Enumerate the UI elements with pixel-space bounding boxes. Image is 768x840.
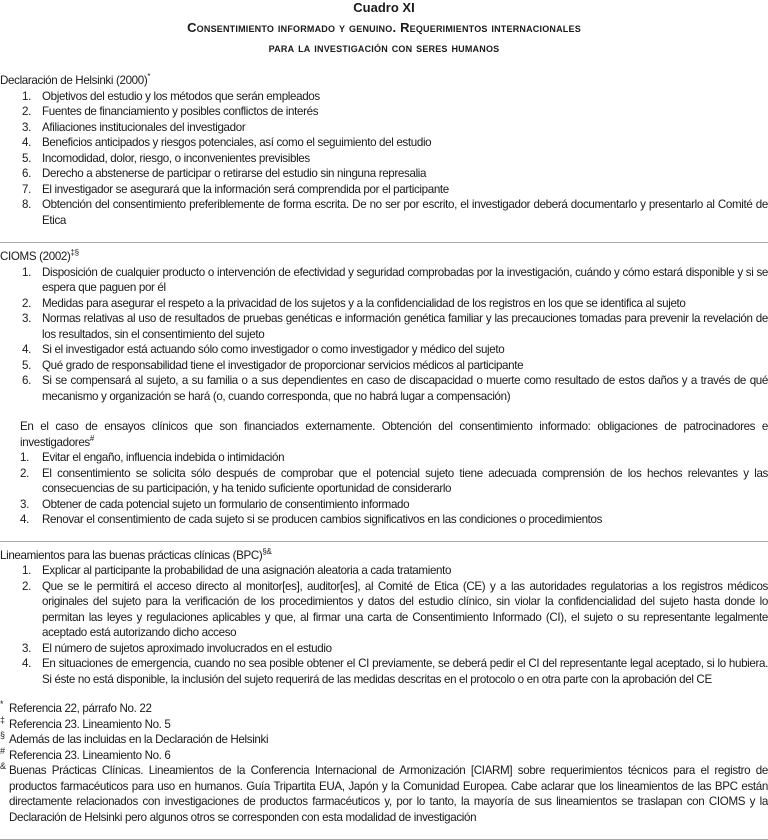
- list-item: [0, 120, 768, 136]
- item-text: Normas relativas al uso de resultados de pruebas genéticas e información genética familiar y las precauciones tomadas para prevenir la revelación de los resultados, sin el consentimiento del sujeto: [42, 312, 768, 341]
- footnote-text: Referencia 23. Lineamiento No. 6: [9, 748, 171, 762]
- item-number: 3.: [22, 641, 31, 655]
- item-text: Renovar el consentimiento de cada sujeto si se producen cambios significativos en las condiciones o procedimientos: [42, 513, 603, 526]
- item-number: 4.: [22, 657, 31, 670]
- list-item: [0, 296, 768, 312]
- item-number: 3.: [22, 120, 31, 134]
- list-item: [0, 641, 768, 657]
- item-number: 2.: [20, 466, 29, 480]
- section-heading-text: Declaración de Helsinki (2000): [0, 74, 148, 87]
- list-item: [0, 466, 768, 497]
- item-text: Beneficios anticipados y riesgos potenciales, así como el seguimiento del estudio: [42, 136, 432, 149]
- section-heading-text: CIOMS (2002): [0, 250, 71, 263]
- list-item: [0, 373, 768, 404]
- item-number: 2.: [22, 296, 31, 310]
- list-item: [0, 656, 768, 687]
- list-item: [0, 182, 768, 198]
- item-text: Obtener de cada potencial sujeto un formulario de consentimiento informado: [42, 497, 410, 511]
- footnote-text: Referencia 23. Lineamiento No. 5: [9, 717, 171, 731]
- item-text: Que se le permitirá el acceso directo al monitor[es], auditor[es], al Comité de Etica (CE) y a las autoridades regulatorias a los registros médicos originales del sujeto para la verificación de los procedimientos y datos del estudio clínico, sin violar la confidencialidad del sujeto hasta donde lo permitan las leyes y regulaciones aplicables y que, al firmar una carta de Consentimiento Informado (CI), el sujeto o su representante legalmente aceptado está autorizando dicho acceso: [42, 579, 768, 639]
- numbered-list: [0, 89, 768, 229]
- item-text: Incomodidad, dolor, riesgo, o inconvenientes previsibles: [42, 151, 310, 165]
- item-text: Derecho a abstenerse de participar o retirarse del estudio sin ninguna represalia: [42, 167, 427, 180]
- item-number: 8.: [22, 198, 31, 211]
- item-number: 3.: [20, 497, 29, 511]
- item-text: Si se compensará al sujeto, a su familia o a sus dependientes en caso de discapacidad o muerte como resultado de estos daños y a través de qué mecanismo y organización se hará (o, cuando corresponda, que no habrá lugar a compensación): [42, 374, 768, 403]
- item-text: Explicar al participante la probabilidad de una asignación aleatoria a cada tratamiento: [42, 564, 452, 577]
- list-item: [0, 104, 768, 120]
- footnote-ref: *: [147, 72, 151, 81]
- table-title: Cuadro XI: [353, 0, 415, 15]
- item-text: Fuentes de financiamiento y posibles conflictos de interés: [42, 105, 319, 118]
- table-subtitle-line1: Consentimiento informado y genuino. Requerimientos internacionales: [187, 20, 581, 35]
- footnote: [0, 745, 768, 764]
- numbered-list: [0, 450, 768, 528]
- footnote-ref: #: [89, 433, 94, 443]
- item-number: 4.: [20, 513, 29, 526]
- subsection-note: [0, 419, 768, 450]
- item-number: 1.: [22, 89, 31, 103]
- item-number: 6.: [22, 374, 31, 387]
- footnote-ref: ‡§: [70, 248, 79, 257]
- item-number: 5.: [22, 151, 31, 165]
- section: [0, 243, 768, 528]
- table-subtitle-line2: para la investigación con seres humanos: [268, 40, 500, 55]
- footnote: [0, 732, 768, 748]
- item-text: Qué grado de responsabilidad tiene el investigador de proporcionar servicios médicos al participante: [42, 358, 524, 372]
- list-item: [0, 450, 768, 466]
- item-number: 7.: [22, 182, 31, 196]
- footnote: [0, 701, 768, 717]
- item-number: 2.: [22, 105, 31, 118]
- item-text: El número de sujetos aproximado involucrados en el estudio: [42, 641, 332, 655]
- item-text: Si el investigador está actuando sólo como investigador o como investigador y médico del sujeto: [42, 343, 505, 356]
- list-item: [0, 197, 768, 228]
- item-text: Disposición de cualquier producto o intervención de efectividad y seguridad comprobadas por la investigación, cuándo y cómo estará disponible y si se espera que paguen por él: [42, 265, 768, 294]
- footnote-text: Además de las incluidas en la Declaración de Helsinki: [9, 733, 269, 746]
- footnote-mark: ‡: [0, 714, 5, 725]
- sections: [0, 65, 768, 687]
- item-text: Medidas para asegurar el respeto a la privacidad de los sujetos y a la confidencialidad de los registros en los que se identifica al sujeto: [42, 296, 686, 310]
- list-item: [0, 342, 768, 358]
- footnote-mark: #: [0, 745, 5, 756]
- subsection-note-text: En el caso de ensayos clínicos que son financiados externamente. Obtención del consentimiento informado: obligaciones de patrocinadores e investigadores: [20, 420, 768, 449]
- section: [0, 65, 768, 228]
- numbered-list: [0, 563, 768, 687]
- list-item: [0, 358, 768, 374]
- list-item: [0, 135, 768, 151]
- item-number: 2.: [22, 579, 31, 593]
- footnote-mark: &: [0, 761, 6, 771]
- footnotes: [0, 701, 768, 825]
- item-number: 1.: [22, 265, 31, 279]
- item-text: Evitar el engaño, influencia indebida o intimidación: [42, 451, 285, 464]
- section-heading: [0, 73, 768, 89]
- list-item: [0, 89, 768, 105]
- item-text: El consentimiento se solicita sólo después de comprobar que el potencial sujeto tiene adecuada comprensión de los hechos relevantes y las consecuencias de su participación, y ha tenido suficiente oportunidad de considerarlo: [42, 466, 768, 495]
- item-number: 1.: [20, 451, 29, 464]
- footnote: [0, 714, 768, 733]
- list-item: [0, 497, 768, 513]
- item-number: 4.: [22, 343, 31, 356]
- item-text: Objetivos del estudio y los métodos que serán empleados: [42, 89, 320, 103]
- item-number: 3.: [22, 312, 31, 325]
- list-item: [0, 265, 768, 296]
- item-text: Obtención del consentimiento preferiblemente de forma escrita. De no ser por escrito, el investigador deberá documentarlo y presentarlo al Comité de Etica: [42, 198, 768, 227]
- section-heading-text: Lineamientos para las buenas prácticas clínicas (BPC): [0, 548, 263, 562]
- item-text: En situaciones de emergencia, cuando no sea posible obtener el CI previamente, se deberá pedir el CI del representante legal aceptado, si lo hubiera. Si éste no está disponible, la inclusión del sujeto requerirá de las medidas descritas en el protocolo o en otra parte con la aprobación del CE: [42, 657, 768, 686]
- item-number: 1.: [22, 564, 31, 577]
- list-item: [0, 166, 768, 182]
- list-item: [0, 311, 768, 342]
- section-heading: [0, 548, 768, 564]
- footnote-ref: §&: [262, 546, 272, 556]
- footnote: [0, 763, 768, 825]
- item-number: 6.: [22, 167, 31, 180]
- list-item: [0, 512, 768, 528]
- footnote-text: Referencia 22, párrafo No. 22: [9, 702, 152, 715]
- section: [0, 542, 768, 688]
- list-item: [0, 563, 768, 579]
- item-number: 5.: [22, 358, 31, 372]
- section-heading: [0, 249, 768, 265]
- footnote-mark: *: [0, 699, 4, 709]
- footnote-text: Buenas Prácticas Clínicas. Lineamientos de la Conferencia Internacional de Armonización [CIARM] sobre requerimientos técnicos para el registro de productos farmacéuticos para uso en humanos. Guía Tripartita EUA, Japón y la Comunidad Europea. Cabe aclarar que los lineamientos de las BPC están directamente relacionados con investigaciones de productos farmacéuticos y, por lo tanto, la mayoría de sus lineamientos se traslapan con CIOMS y la Declaración de Helsinki pero algunos otros se corresponden con esta modalidad de investigación: [9, 764, 768, 824]
- numbered-list: [0, 265, 768, 405]
- item-text: Afiliaciones institucionales del investigador: [42, 120, 246, 134]
- item-text: El investigador se asegurará que la información será comprendida por el participante: [42, 182, 449, 196]
- list-item: [0, 579, 768, 641]
- footnote-mark: §: [0, 730, 5, 740]
- subsection: [0, 419, 768, 528]
- item-number: 4.: [22, 136, 31, 149]
- list-item: [0, 151, 768, 167]
